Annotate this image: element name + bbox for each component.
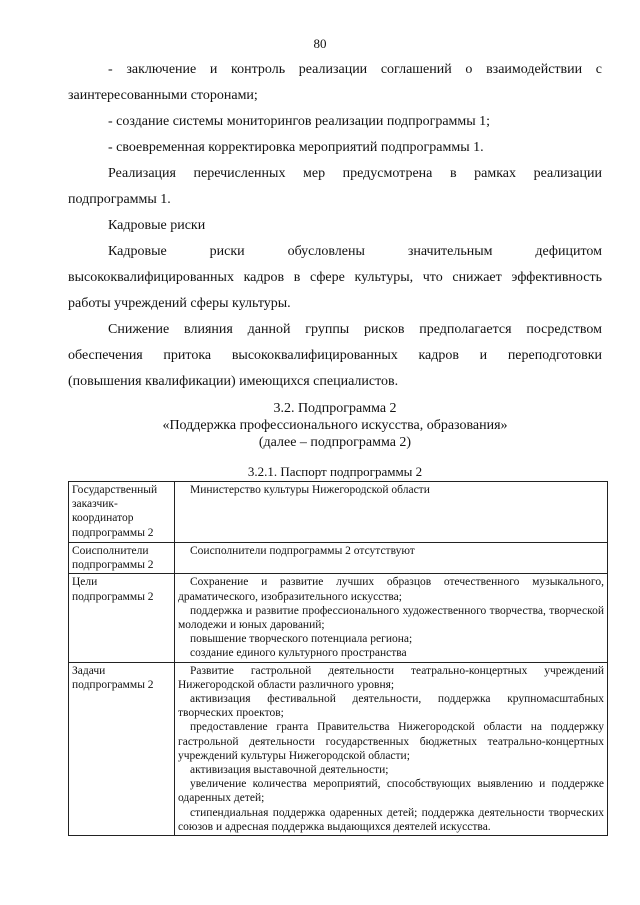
paragraph-monitoring: - создание системы мониторингов реализации подпрограммы 1; [108, 114, 491, 129]
paragraph-line: Кадровые риски обусловлены значительным дефицитом [108, 244, 602, 259]
table-row-content [175, 482, 608, 543]
table-item: поддержка и развитие профессионального художественного творчества, творческой молодежи и юных дарований; [178, 604, 604, 632]
table-item: стипендиальная поддержка одаренных детей; поддержка деятельности творческих союзов и адресная поддержка выдающихся деятелей искусства. [178, 806, 604, 833]
table-item: Развитие гастрольной деятельности театрально-концертных учреждений Нижегородской области различного уровня; [178, 664, 604, 691]
paragraph-implementation [68, 161, 602, 213]
paragraph-risk-mitigation [68, 317, 602, 395]
paragraph-line: обеспечения притока высококвалифицированных кадров и переподготовки [68, 348, 602, 363]
table-row [69, 482, 608, 543]
paragraph-line: высококвалифицированных кадров в сфере культуры, что снижает эффективность [68, 270, 602, 285]
table-item: создание единого культурного пространства [190, 647, 407, 660]
table-item: активизация выставочной деятельности; [190, 764, 389, 777]
paragraph-line: (повышения квалификации) имеющихся специалистов. [68, 374, 399, 389]
paragraph-line: Снижение влияния данной группы рисков предполагается посредством [108, 322, 602, 337]
paragraph-line: заинтересованными сторонами; [68, 88, 258, 103]
table-row-label: Задачи подпрограммы 2 [69, 662, 175, 835]
table-item: повышение творческого потенциала региона; [190, 633, 413, 646]
paragraph-line: Реализация перечисленных мер предусмотрена в рамках реализации [108, 166, 602, 181]
table-item: Министерство культуры Нижегородской области [190, 484, 430, 496]
paragraph-agreements [68, 57, 602, 109]
table-item: Сохранение и развитие лучших образцов отечественного музыкального, драматического, изобразительного искусства; [178, 576, 604, 603]
table-row [69, 543, 608, 574]
table-row-label: Цели подпрограммы 2 [69, 574, 175, 662]
paragraph-correction: - своевременная корректировка мероприятий подпрограммы 1. [108, 140, 484, 155]
page-number: 80 [313, 36, 327, 51]
table-item: Соисполнители подпрограммы 2 отсутствуют [190, 545, 415, 557]
paragraph-line: работы учреждений сферы культуры. [68, 296, 291, 311]
section-heading-title: «Поддержка профессионального искусства, образования» [162, 418, 508, 433]
paragraph-staff-risks [68, 239, 602, 317]
table-row-label: Государственный заказчик-координатор подпрограммы 2 [69, 482, 175, 543]
paragraph-line: подпрограммы 1. [68, 192, 171, 207]
section-heading-number: 3.2. Подпрограмма 2 [273, 401, 397, 416]
passport-table [68, 481, 608, 836]
section-heading-note: (далее – подпрограмма 2) [258, 435, 412, 450]
table-row-content [175, 543, 608, 574]
section-heading [68, 400, 602, 451]
table-row-content [175, 574, 608, 662]
table-row [69, 574, 608, 662]
table-row-label: Соисполнители подпрограммы 2 [69, 543, 175, 574]
table-title: 3.2.1. Паспорт подпрограммы 2 [247, 464, 423, 479]
paragraph-line: - заключение и контроль реализации соглашений о взаимодействии с [108, 62, 602, 77]
table-row-content [175, 662, 608, 835]
paragraph-staff-risks-title: Кадровые риски [108, 218, 206, 233]
table-item: увеличение количества мероприятий, способствующих выявлению и поддержке одаренных детей; [178, 778, 604, 805]
table-row [69, 662, 608, 835]
table-item: активизация фестивальной деятельности, поддержка крупномасштабных творческих проектов; [178, 693, 604, 720]
table-item: предоставление гранта Правительства Нижегородской области на поддержку гастрольной деятельности государственных бюджетных театрально-концертных учреждений культуры Нижегородской области; [178, 721, 604, 762]
